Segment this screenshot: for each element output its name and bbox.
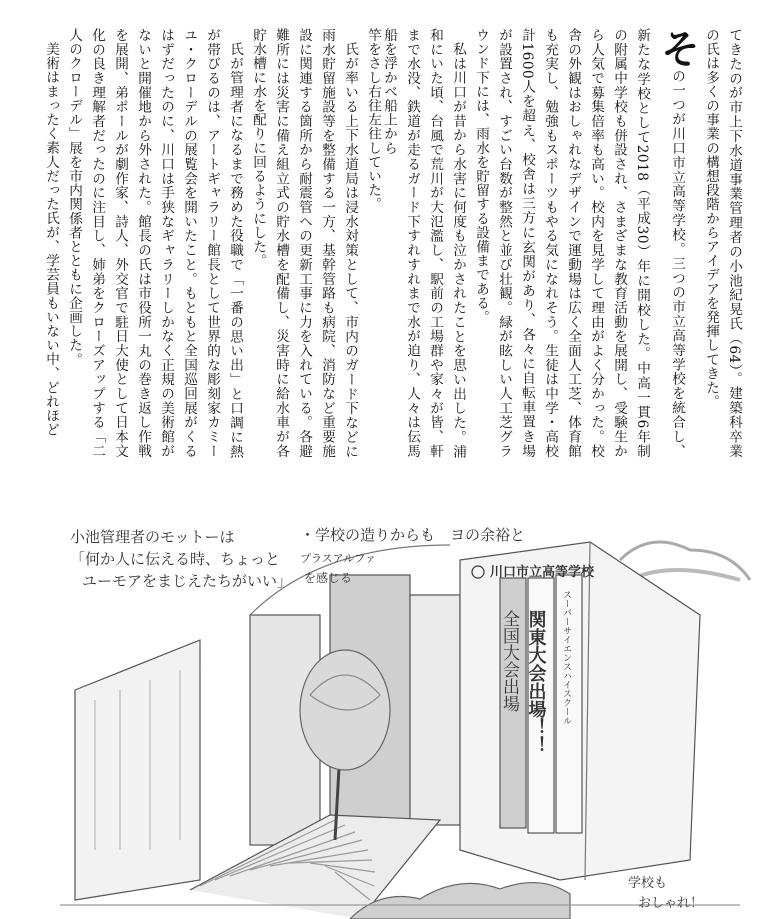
banner-zenkoku: 全国大会出場	[499, 610, 519, 712]
note-motto-line2: 「何か人に伝える時、ちょっと	[70, 550, 281, 568]
note-school-line2: プラスアルファ	[300, 552, 377, 565]
drop-cap: そ	[654, 28, 700, 69]
article-paragraph: てきたのが市上下水道事業管理者の小池紀晃氏（64）。建築科卒業の氏は多くの事業の構想段階からアイデアを発揮してきた。	[703, 28, 742, 458]
article-paragraph: 氏が管理者になるまで務めた役職で「一番の思い出」と口調に熱が帯びるのは、アートギャラリー館長として世界的な彫刻家カミーユ・クローデルの展覧会を開いたこと。もともと全国巡回展がくるはずだったのに、川口は手狭なギャラリーしかなく正規の美術館がないと開催地から外された。館長の氏は市役所一丸の巻き返し作戦を展開、弟ポールが劇作家、詩人、外交官で駐日大使として日本文化の良き理解者だったのに注目し、姉弟をクローズアップする「二人のクローデル」展を市内関係者とともに企画した。	[66, 28, 243, 458]
article-column-left	[22, 28, 384, 458]
article-paragraph: 竿をさし右往左往していた。	[365, 28, 381, 212]
banner-ssh: スーパーサイエンスハイスクール	[561, 590, 571, 725]
corner-note-line1: 学校も	[628, 876, 668, 891]
note-motto-line3: ユーモアをまじえたちがいい」	[82, 572, 293, 590]
building-sign: 川口市立高等学校	[490, 565, 595, 580]
building-drawing	[60, 542, 750, 919]
banner-kanto: 関東大会出場！！	[525, 610, 547, 754]
note-school-line1: ・学校の造りからも ヨの余裕と	[300, 526, 526, 544]
note-school-line3: を感じる	[304, 571, 353, 585]
article-paragraph-body: の一つが川口市立高等学校。三つの市立高等学校を統合し、新たな学校として2018（平成30）年に開校した。中高一貫6年制の附属中学校も併設され、さまざまな教育活動を展開し、受験生から人気で募集倍率も高い。校内を見学して理由がよく分かった。校舎の外観はおしゃれなデザインで運動場は広く全面人工芝、体育館も充実し、勉強もスポーツもやる気になれそう。生徒は中学・高校計1600人を超え、校舎は三方に玄関があり、各々に自転車置き場が設置され、すごい台数が整然と並び壮観。緑が眩しい人工芝グラウンド下には、雨水を貯留する設備まである。	[473, 28, 685, 458]
article-paragraph: 私は川口が昔から水害に何度も泣かされたことを思い出した。浦和にいた頃、台風で荒川が大氾濫し、駅前の工場群や家々が皆、軒まで水没、鉄道が走るガード下すれすれまで水が迫り、人々は伝馬船を浮かべ船上から	[381, 28, 466, 458]
article-paragraph: 美術はまったく素人だった氏が、学芸員もいない中、どれほど	[43, 41, 59, 437]
school-sketch-illustration	[0, 520, 765, 919]
note-motto-line1: 小池管理者のモットーは	[70, 528, 235, 546]
article-paragraph-dropcap	[469, 28, 699, 458]
article-paragraph: 氏が率いる上下水道局は浸水対策として、市内のガード下などに雨水貯留施設等を整備する一方、基幹管路も病院、消防など重要施設に関連する箇所から耐震管への更新工事に力を入れている。各避難所には災害に備え組立式の貯水槽を配備し、災害時に給水車が各貯水槽に水を配りに回るようにした。	[250, 28, 358, 458]
corner-note-line2: おしゃれ！	[638, 896, 704, 911]
article-column-right	[381, 28, 745, 458]
